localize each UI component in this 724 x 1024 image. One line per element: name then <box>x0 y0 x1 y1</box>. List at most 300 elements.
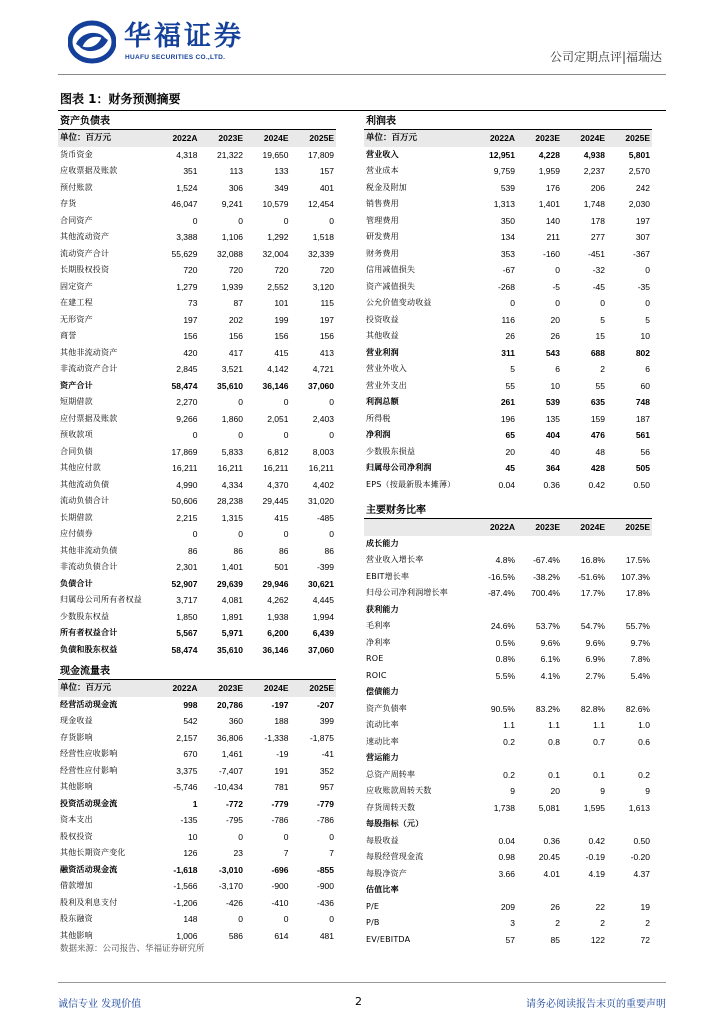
cell-value: 781 <box>274 782 289 792</box>
row-label: 净利率 <box>366 637 391 647</box>
cell-value: 199 <box>274 314 289 325</box>
cell-value: 0 <box>329 914 334 924</box>
cash-flow-title: 现金流量表 <box>58 664 336 680</box>
table-subheader-row <box>364 750 652 767</box>
cell-value: -10,434 <box>214 782 243 792</box>
cell-value <box>472 816 517 833</box>
cell-value: 55 <box>505 380 515 391</box>
row-label: 现金收益 <box>60 716 93 725</box>
cell-value: 1,006 <box>176 930 198 941</box>
cell-value: 0.1 <box>593 769 605 780</box>
row-label: 速动比率 <box>366 736 399 746</box>
cell-value: 9 <box>645 786 650 796</box>
table-row <box>364 213 652 230</box>
table-row <box>364 866 652 883</box>
cell-value: 5 <box>600 314 605 325</box>
row-label: 固定资产 <box>60 281 93 291</box>
cell-value <box>517 882 562 899</box>
table-row <box>364 783 652 800</box>
cell-value: 4,721 <box>312 364 334 374</box>
cell-value: 12,951 <box>489 149 515 160</box>
cell-value: -38.2% <box>533 571 560 582</box>
cell-value: 156 <box>274 331 289 341</box>
cell-value: 83.2% <box>535 703 560 714</box>
cell-value <box>562 816 607 833</box>
cell-value: 16.8% <box>580 555 605 565</box>
row-label: 合同负债 <box>60 446 93 456</box>
cell-value <box>472 750 517 767</box>
table-row <box>58 378 336 395</box>
cell-value: 0 <box>192 215 198 226</box>
table-row <box>364 361 652 378</box>
table-row <box>364 899 652 916</box>
row-label: 毛利率 <box>366 621 391 630</box>
table-row <box>364 701 652 718</box>
row-label: 营业外支出 <box>366 380 407 390</box>
table-row <box>364 147 652 164</box>
table-row <box>58 213 336 230</box>
row-label: 成长能力 <box>366 538 399 548</box>
cell-value: 202 <box>228 314 243 325</box>
cell-value: 15 <box>595 331 605 341</box>
cell-value: -5 <box>552 281 560 292</box>
cell-value: 1.1 <box>548 720 560 730</box>
cell-value: 2,030 <box>628 199 650 209</box>
cell-value: -1,566 <box>173 881 198 891</box>
cell-value: 32,088 <box>217 248 243 259</box>
cell-value: 6.1% <box>540 654 560 664</box>
cell-value: 1,860 <box>221 413 243 424</box>
row-label: 营业利润 <box>366 347 399 357</box>
cell-value <box>472 684 517 701</box>
logo-swirl-icon <box>68 20 116 64</box>
cell-value: 58,474 <box>171 644 198 655</box>
cell-value: 0 <box>600 298 605 308</box>
cell-value: -426 <box>225 897 243 908</box>
cell-value: 401 <box>319 182 334 193</box>
table-row <box>364 767 652 784</box>
cell-value: 2 <box>555 918 560 928</box>
table-row <box>58 510 336 527</box>
cell-value: 2,157 <box>176 732 198 743</box>
cell-value: -367 <box>632 248 650 259</box>
income-statement-title: 利润表 <box>364 114 652 130</box>
table-row <box>58 878 336 895</box>
cell-value: 10 <box>550 380 560 391</box>
cell-value <box>607 684 652 701</box>
row-label: 合同资产 <box>60 215 93 225</box>
logo-chinese-name: 华福证券 <box>124 21 244 52</box>
cell-value: 4,142 <box>267 364 289 374</box>
cell-value: 0.36 <box>543 835 560 846</box>
row-label: 流动比率 <box>366 720 399 729</box>
year-header: 2022A <box>154 130 200 147</box>
income-statement-section <box>364 114 652 493</box>
cell-value: 0 <box>329 397 334 407</box>
cell-value: 420 <box>183 347 198 358</box>
cell-value <box>562 684 607 701</box>
cell-value: 4.01 <box>543 868 560 879</box>
cell-value: 6 <box>555 364 560 374</box>
table-row <box>58 862 336 879</box>
cell-value: 0 <box>555 298 560 308</box>
table-row <box>364 444 652 461</box>
cell-value: 86 <box>324 545 334 556</box>
cell-value: 36,146 <box>262 644 289 655</box>
cell-value: 242 <box>635 182 650 193</box>
cell-value: 9.7% <box>630 637 650 648</box>
unit-label: 单位：百万元 <box>58 680 154 697</box>
cell-value: 113 <box>229 166 243 176</box>
cell-value: 196 <box>500 413 515 424</box>
cell-value: 0.42 <box>588 479 605 490</box>
row-label: 融资活动现金流 <box>60 864 118 874</box>
cell-value: 0.2 <box>638 769 650 780</box>
cell-value: 1,518 <box>312 232 334 242</box>
unit-label: 单位：百万元 <box>58 130 154 147</box>
row-label: 其他收益 <box>366 331 399 340</box>
cell-value: 0 <box>329 529 334 539</box>
cell-value: 5,801 <box>628 149 650 160</box>
cell-value: 1.1 <box>503 720 515 730</box>
cell-value: 5,971 <box>221 628 243 638</box>
year-header: 2025E <box>607 519 652 536</box>
table-row <box>364 932 652 949</box>
cell-value: 35,610 <box>217 380 243 391</box>
cell-value: 0.98 <box>498 852 515 862</box>
row-label: 在建工程 <box>60 298 93 307</box>
table-row <box>58 796 336 813</box>
cell-value: 140 <box>545 215 560 226</box>
row-label: 获利能力 <box>366 604 399 614</box>
table-row <box>364 328 652 345</box>
cell-value: 55.7% <box>625 621 650 631</box>
row-label: EBIT增长率 <box>366 571 410 581</box>
cash-flow-table <box>58 680 336 944</box>
cell-value: 2.7% <box>585 670 605 681</box>
cell-value: 9 <box>510 786 515 796</box>
cell-value: 0 <box>645 265 650 275</box>
cell-value: 0.36 <box>543 479 560 490</box>
table-row <box>58 394 336 411</box>
table-row <box>58 911 336 928</box>
cell-value: 4,402 <box>312 479 334 490</box>
year-header: 2023E <box>200 680 246 697</box>
table-row <box>58 246 336 263</box>
cell-value: 0.50 <box>633 479 650 490</box>
cell-value: 415 <box>274 347 289 358</box>
row-label: 股权投资 <box>60 831 93 841</box>
cell-value: -3,010 <box>218 864 243 875</box>
cell-value: 0.6 <box>638 736 650 747</box>
cell-value: 28,238 <box>217 496 243 506</box>
cell-value: 2,845 <box>176 364 198 374</box>
cell-value: 561 <box>635 430 650 440</box>
cell-value: 133 <box>274 166 289 176</box>
cell-value: 0.1 <box>548 769 560 780</box>
row-label: 其他流动资产 <box>60 232 110 241</box>
table-row <box>58 779 336 796</box>
table-row <box>364 427 652 444</box>
cell-value: 3 <box>510 918 515 928</box>
balance-sheet-section <box>58 114 336 658</box>
table-row <box>58 609 336 626</box>
cell-value: 1.0 <box>638 720 650 730</box>
row-label: 每股收益 <box>366 835 399 845</box>
cell-value: 157 <box>319 166 334 176</box>
cell-value: 748 <box>635 397 650 407</box>
cell-value: 115 <box>320 298 334 308</box>
cell-value: 45 <box>505 463 515 473</box>
row-label: 非流动资产合计 <box>60 364 118 373</box>
cell-value: 415 <box>274 512 289 523</box>
cell-value: 720 <box>228 265 243 275</box>
cell-value: -900 <box>271 881 289 891</box>
document-type: 公司定期点评|福瑞达 <box>549 50 662 64</box>
row-label: 偿债能力 <box>366 687 399 696</box>
cell-value: 31,020 <box>308 496 334 506</box>
cell-value: 1,959 <box>538 166 560 176</box>
row-label: 存货影响 <box>60 732 93 742</box>
cell-value: 35,610 <box>217 644 243 655</box>
year-header: 2025E <box>291 680 337 697</box>
cell-value: 3,717 <box>176 595 198 605</box>
row-label: 其他流动负债 <box>60 479 110 489</box>
year-header: 2025E <box>291 130 337 147</box>
row-label: 归属母公司净利润 <box>366 463 432 472</box>
cell-value: 1,315 <box>221 512 243 523</box>
cell-value: 36,806 <box>217 732 243 743</box>
row-label: 研发费用 <box>366 232 399 241</box>
cell-value <box>607 536 652 553</box>
cell-value: 87 <box>233 298 243 308</box>
cell-value: 54.7% <box>580 621 605 631</box>
cell-value: 2,403 <box>312 413 334 424</box>
cell-value: 5 <box>510 364 515 374</box>
cell-value: -7,407 <box>218 765 243 776</box>
page-number: 2 <box>355 995 362 1008</box>
cell-value: 399 <box>319 716 334 726</box>
row-label: 其他应付款 <box>60 463 101 472</box>
cell-value: 29,639 <box>217 578 243 589</box>
row-label: 借款增加 <box>60 881 93 890</box>
cell-value: 277 <box>590 232 605 242</box>
cell-value: 0 <box>283 215 289 226</box>
cell-value: 352 <box>319 765 334 776</box>
cell-value: 23 <box>233 848 243 858</box>
unit-label-empty <box>364 519 472 536</box>
cell-value: 6,812 <box>267 446 289 457</box>
row-label: 资本支出 <box>60 815 93 824</box>
cell-value: 3,120 <box>312 281 334 292</box>
cell-value: 7.8% <box>630 654 650 664</box>
cell-value: -696 <box>271 864 289 875</box>
row-label: 少数股东权益 <box>60 611 110 621</box>
table-header-row <box>364 519 652 536</box>
cell-value: 1,994 <box>312 611 334 622</box>
cash-flow-section <box>58 664 336 944</box>
cell-value: -786 <box>316 815 334 825</box>
cell-value: 4,445 <box>312 595 334 605</box>
table-row <box>364 312 652 329</box>
table-row <box>364 800 652 817</box>
cell-value: 0.7 <box>593 736 605 747</box>
footer-disclaimer: 请务必阅读报告末页的重要声明 <box>526 999 666 1010</box>
cell-value: 539 <box>545 397 560 407</box>
cell-value: 0 <box>238 914 243 924</box>
cell-value: 16,211 <box>172 463 198 473</box>
row-label: 其他影响 <box>60 930 93 940</box>
cell-value: 307 <box>635 232 650 242</box>
row-label: 负债合计 <box>60 578 93 588</box>
table-row <box>364 833 652 850</box>
cell-value: 37,060 <box>308 380 334 391</box>
row-label: 每股指标（元） <box>366 819 424 828</box>
row-label: ROIC <box>366 670 387 680</box>
table-row <box>364 635 652 652</box>
cell-value: 4.8% <box>495 555 515 565</box>
cell-value: 26 <box>550 901 560 912</box>
cell-value: 0 <box>238 529 243 539</box>
cell-value: 0 <box>238 831 243 842</box>
table-row <box>364 295 652 312</box>
cell-value: 197 <box>183 314 198 325</box>
cell-value: 0.50 <box>633 835 650 846</box>
header-divider <box>58 74 666 75</box>
cell-value: 19,650 <box>262 149 289 160</box>
cell-value <box>562 602 607 619</box>
row-label: 非流动负债合计 <box>60 562 118 571</box>
row-label: 股利及利息支付 <box>60 897 118 907</box>
cell-value <box>472 536 517 553</box>
cell-value: -1,875 <box>309 732 334 743</box>
row-label: 营业收入 <box>366 149 399 159</box>
cell-value: -451 <box>587 248 605 259</box>
row-label: 资产负债率 <box>366 703 407 713</box>
cell-value: 29,445 <box>262 496 289 506</box>
cell-value: 156 <box>183 331 198 341</box>
cell-value: 2,051 <box>267 413 289 424</box>
table-row <box>58 697 336 714</box>
row-label: 总资产周转率 <box>366 769 416 779</box>
table-row <box>58 180 336 197</box>
cell-value: 107.3% <box>621 571 650 582</box>
row-label: 存货 <box>60 199 77 208</box>
table-row <box>364 163 652 180</box>
cell-value: 211 <box>546 232 560 242</box>
row-label: 商誉 <box>60 331 77 340</box>
cell-value: 0 <box>238 397 243 407</box>
cell-value: 0 <box>283 430 289 440</box>
table-subheader-row <box>364 882 652 899</box>
cell-value: 178 <box>590 215 605 226</box>
table-row <box>58 746 336 763</box>
cell-value: -772 <box>225 798 243 809</box>
cell-value: 2 <box>645 918 650 928</box>
row-label: 其他影响 <box>60 782 93 791</box>
cell-value: 428 <box>590 463 605 473</box>
table-row <box>364 262 652 279</box>
table-row <box>364 196 652 213</box>
cell-value: 670 <box>183 749 198 759</box>
table-subheader-row <box>364 602 652 619</box>
cell-value: 4,938 <box>583 149 605 160</box>
row-label: 其他长期资产变化 <box>60 848 126 857</box>
table-row <box>58 493 336 510</box>
table-row <box>58 262 336 279</box>
row-label: 所得税 <box>366 413 391 423</box>
cell-value: -51.6% <box>578 571 605 582</box>
table-row <box>58 147 336 164</box>
cell-value: -900 <box>316 881 334 891</box>
cell-value: 505 <box>635 463 650 473</box>
cell-value: 197 <box>635 215 650 226</box>
row-label: 其他非流动负债 <box>60 545 118 555</box>
cell-value: -207 <box>316 699 334 710</box>
year-header: 2024E <box>562 130 607 147</box>
cell-value: 46,047 <box>171 199 198 209</box>
table-row <box>364 849 652 866</box>
table-row <box>58 196 336 213</box>
cell-value: 209 <box>500 901 515 912</box>
year-header: 2023E <box>517 519 562 536</box>
table-row <box>364 378 652 395</box>
cell-value: -3,170 <box>218 881 243 891</box>
cell-value: 48 <box>595 446 605 457</box>
row-label: 经营性应付影响 <box>60 765 118 775</box>
table-row <box>364 585 652 602</box>
row-label: EV/EBITDA <box>366 934 411 944</box>
table-row <box>58 444 336 461</box>
row-label: 短期借款 <box>60 397 93 406</box>
cell-value: 86 <box>188 545 198 556</box>
cell-value: 0.2 <box>503 736 515 747</box>
cell-value: -16.5% <box>488 571 515 582</box>
row-label: 营业成本 <box>366 166 399 175</box>
row-label: 投资收益 <box>366 314 399 324</box>
row-label: 利润总额 <box>366 397 399 406</box>
table-subheader-row <box>364 536 652 553</box>
cell-value: -45 <box>592 281 605 292</box>
table-row <box>58 543 336 560</box>
cell-value: 20 <box>550 786 560 796</box>
cell-value: -1,618 <box>173 864 198 875</box>
cell-value: 0 <box>555 265 560 275</box>
logo-english-name: HUAFU SECURITIES CO.,LTD. <box>125 54 226 61</box>
row-label: 估值比率 <box>366 885 399 894</box>
table-row <box>364 477 652 494</box>
table-row <box>364 734 652 751</box>
cell-value: 6,439 <box>312 628 334 638</box>
cell-value: 311 <box>501 347 515 358</box>
cell-value: 20,786 <box>217 699 243 710</box>
cell-value: 2,237 <box>583 166 605 176</box>
table-row <box>58 812 336 829</box>
cell-value: 16,211 <box>217 463 243 473</box>
cell-value: 65 <box>505 430 515 440</box>
cell-value: 26 <box>550 331 560 341</box>
page-header <box>0 0 724 80</box>
cell-value: 1,401 <box>538 199 560 209</box>
cell-value: 19 <box>640 901 650 912</box>
cell-value: 0.42 <box>588 835 605 846</box>
cell-value <box>607 602 652 619</box>
cell-value: 135 <box>545 413 560 424</box>
cell-value: -855 <box>316 864 334 875</box>
year-header: 2024E <box>562 519 607 536</box>
cell-value: 0.2 <box>503 769 515 780</box>
cell-value: -160 <box>542 248 560 259</box>
